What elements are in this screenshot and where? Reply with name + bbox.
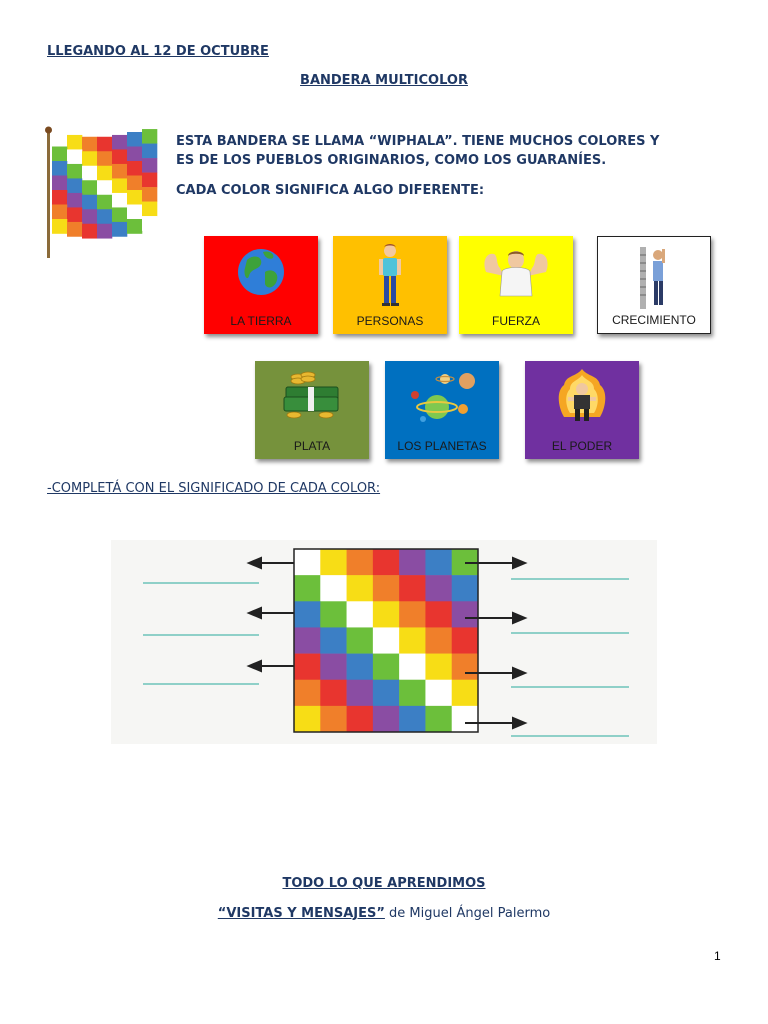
planets-icon	[405, 367, 479, 427]
grid-cell	[425, 680, 452, 706]
grid-cell	[294, 575, 321, 601]
grid-cell	[320, 601, 347, 627]
grid-cell	[399, 627, 426, 653]
grid-cell	[399, 601, 426, 627]
grid-cell	[294, 601, 321, 627]
flag-cell	[112, 164, 127, 179]
card-la-tierra	[204, 236, 318, 334]
strong-man-icon	[478, 242, 554, 298]
grid-cell	[452, 706, 479, 732]
card-los-planetas	[385, 361, 499, 459]
worksheet-area	[111, 540, 657, 744]
flag-cell	[82, 151, 97, 166]
flag-cell	[52, 176, 67, 191]
grid-cell	[399, 680, 426, 706]
grid-cell	[347, 575, 374, 601]
flag-cell	[127, 219, 142, 234]
flag-cell	[127, 132, 142, 147]
flag-cell	[127, 147, 142, 162]
grid-cell	[425, 575, 452, 601]
grid-cell	[320, 627, 347, 653]
flag-cell	[52, 190, 67, 205]
card-crecimiento	[597, 236, 711, 334]
grid-cell	[399, 575, 426, 601]
grid-cell	[452, 601, 479, 627]
flag-cell	[67, 178, 82, 193]
book-reference	[0, 906, 768, 921]
earth-icon	[233, 242, 289, 306]
flag-cell	[142, 202, 157, 217]
flag-cell	[52, 132, 67, 147]
grid-cell	[373, 706, 400, 732]
grid-cell	[320, 549, 347, 575]
flag-cell	[67, 193, 82, 208]
flag-cell	[97, 151, 112, 166]
grid-cell	[294, 627, 321, 653]
flag-cell	[97, 195, 112, 210]
grid-cell	[425, 549, 452, 575]
flag-cell	[52, 161, 67, 176]
answer-line-right-3[interactable]	[511, 686, 629, 688]
grid-cell	[347, 706, 374, 732]
flag-cell	[127, 161, 142, 176]
grid-cell	[347, 654, 374, 680]
grid-cell	[373, 680, 400, 706]
card-label: CRECIMIENTO	[612, 313, 696, 327]
grid-cell	[320, 680, 347, 706]
flag-cell	[112, 135, 127, 150]
flag-cell	[127, 190, 142, 205]
flag-cell	[67, 222, 82, 237]
flag-cell	[142, 187, 157, 202]
grid-cell	[452, 575, 479, 601]
answer-line-left-2[interactable]	[143, 634, 259, 636]
left-arrows	[249, 558, 294, 671]
grid-cell	[425, 654, 452, 680]
flag-cell	[127, 176, 142, 191]
grid-cell	[320, 654, 347, 680]
flag-cell	[82, 209, 97, 224]
wiphala-flag-icon	[44, 126, 162, 260]
flag-cell	[97, 224, 112, 239]
flag-cell	[52, 147, 67, 162]
flag-cell	[82, 224, 97, 239]
grid-cell	[452, 654, 479, 680]
grid-cell	[294, 680, 321, 706]
card-label: FUERZA	[492, 314, 540, 328]
card-plata	[255, 361, 369, 459]
grid-cell	[373, 549, 400, 575]
flag-cell	[142, 173, 157, 188]
card-fuerza	[459, 236, 573, 334]
grid-cell	[294, 654, 321, 680]
card-label: PLATA	[293, 439, 331, 453]
flag-cell	[112, 207, 127, 222]
flag-cell	[127, 205, 142, 220]
grid-cell	[347, 680, 374, 706]
intro-line-1: ESTA BANDERA SE LLAMA “WIPHALA”. TIENE MUCHOS COLORES Y	[176, 134, 660, 149]
money-icon	[280, 367, 344, 423]
flag-cell	[97, 166, 112, 181]
grid-cell	[425, 706, 452, 732]
grid-cell	[452, 627, 479, 653]
document-subtitle: BANDERA MULTICOLOR	[300, 73, 468, 88]
flag-cell	[82, 166, 97, 181]
page-number: 1	[714, 949, 721, 963]
flag-cell	[67, 135, 82, 150]
flag-cell	[67, 149, 82, 164]
grid-cell	[399, 549, 426, 575]
flag-cell	[142, 158, 157, 173]
flag-cell	[97, 180, 112, 195]
flag-cell	[142, 129, 157, 144]
grid-cell	[373, 575, 400, 601]
flag-cell	[142, 144, 157, 159]
grid-cell	[399, 706, 426, 732]
grid-cell	[294, 549, 321, 575]
card-label: PERSONAS	[356, 314, 424, 328]
answer-line-right-4[interactable]	[511, 735, 629, 737]
book-title: “VISITAS Y MENSAJES”	[217, 906, 385, 921]
flag-cell	[112, 178, 127, 193]
grid-cell	[320, 575, 347, 601]
flag-cell	[52, 205, 67, 220]
grid-cell	[425, 601, 452, 627]
intro-line-2: ES DE LOS PUEBLOS ORIGINARIOS, COMO LOS GUARANÍES.	[176, 153, 607, 168]
flag-cell	[52, 219, 67, 234]
card-label: EL PODER	[551, 439, 613, 453]
person-icon	[370, 242, 410, 310]
card-personas	[333, 236, 447, 334]
instruction-text: -COMPLETÁ CON EL SIGNIFICADO DE CADA COLOR:	[47, 481, 381, 496]
grid-cell	[347, 627, 374, 653]
wiphala-grid	[111, 540, 657, 744]
grid-cell	[373, 654, 400, 680]
flag-cell	[67, 207, 82, 222]
card-label: LA TIERRA	[230, 314, 292, 328]
grid-cell	[452, 680, 479, 706]
grid-cell	[373, 627, 400, 653]
power-aura-icon	[554, 367, 610, 427]
answer-line-left-3[interactable]	[143, 683, 259, 685]
section-title: TODO LO QUE APRENDIMOS	[282, 876, 486, 891]
growth-height-icon	[634, 243, 674, 311]
grid-cell	[347, 549, 374, 575]
flag-cell	[67, 164, 82, 179]
flag-cell	[97, 137, 112, 152]
intro-text	[176, 132, 746, 200]
flag-cell	[82, 180, 97, 195]
flag-cell	[112, 222, 127, 237]
grid-cell	[347, 601, 374, 627]
intro-line-3: CADA COLOR SIGNIFICA ALGO DIFERENTE:	[176, 183, 485, 198]
answer-line-right-1[interactable]	[511, 578, 629, 580]
grid-cell	[399, 654, 426, 680]
grid-cell	[320, 706, 347, 732]
book-author: de Miguel Ángel Palermo	[384, 906, 551, 921]
document-title: LLEGANDO AL 12 DE OCTUBRE	[47, 44, 269, 59]
grid-cell	[425, 627, 452, 653]
grid-cell	[373, 601, 400, 627]
flag-cell	[82, 137, 97, 152]
flag-cell	[97, 209, 112, 224]
card-el-poder	[525, 361, 639, 459]
card-label: LOS PLANETAS	[397, 439, 487, 453]
answer-line-left-1[interactable]	[143, 582, 259, 584]
grid-cell	[294, 706, 321, 732]
flag-cell	[112, 193, 127, 208]
flag-cell	[112, 149, 127, 164]
answer-line-right-2[interactable]	[511, 632, 629, 634]
flag-cell	[82, 195, 97, 210]
flag-cell	[142, 216, 157, 231]
